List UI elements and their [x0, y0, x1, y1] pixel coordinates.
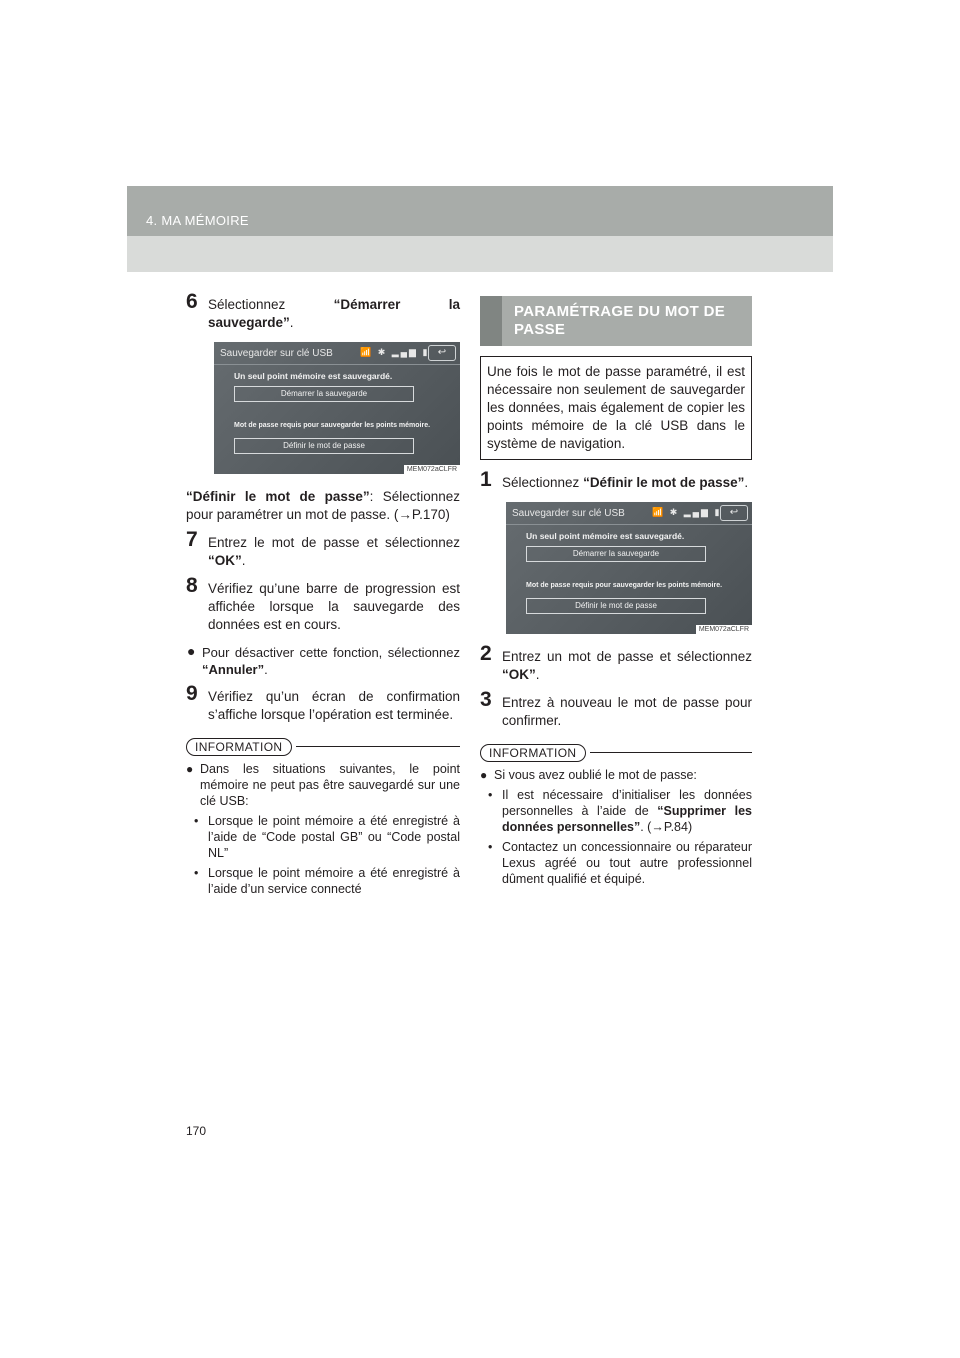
information-box [186, 738, 460, 897]
section-heading: PARAMÉTRAGE DU MOT DE PASSE [480, 296, 752, 346]
step-1: 1 Sélectionnez “Définir le mot de passe”. [480, 468, 749, 491]
step-number: 9 [186, 682, 198, 705]
step-9: 9 Vérifiez qu’un écran de confirmation s’affiche lorsque l’opération est terminée. [186, 682, 460, 722]
step-6: 6 Sélectionnez “Démarrer la sauvegarde”. [186, 290, 460, 330]
chapter-title: 4. MA MÉMOIRE [146, 213, 249, 228]
information-subitem: • Contactez un concessionnaire ou réparateur Lexus agréé ou tout autre professionnel dûment qualifié et équipé. [488, 840, 752, 886]
image-code: MEM072aCLFR [696, 625, 752, 634]
step-7: 7 Entrez le mot de passe et sélectionnez “OK”. [186, 528, 460, 568]
step-2: 2 Entrez un mot de passe et sélectionnez “OK”. [480, 642, 752, 682]
header-band [127, 186, 833, 236]
step-number: 3 [480, 688, 492, 711]
information-rule [296, 746, 460, 747]
page-number: 170 [186, 1124, 207, 1138]
button-reference: “Démarrer la sauvegarde” [208, 297, 460, 330]
step-number: 1 [480, 468, 492, 491]
screen-message: Un seul point mémoire est sauvegardé. [234, 371, 393, 381]
back-icon: ↩ [720, 505, 748, 521]
set-password-button: Définir le mot de passe [526, 598, 706, 614]
bullet-icon: ● [187, 643, 196, 659]
bullet-icon: ● [480, 768, 488, 782]
step-8: 8 Vérifiez qu’une barre de progression est affichée lorsque la sauvegarde des données est en cours. [186, 574, 460, 632]
divider [214, 364, 460, 365]
information-rule [590, 752, 752, 753]
step-3: 3 Entrez à nouveau le mot de passe pour confirmer. [480, 688, 752, 728]
left-column [186, 290, 460, 901]
information-item: ● Dans les situations suivantes, le point mémoire ne peut pas être sauvegardé sur une clé USB: [186, 762, 460, 808]
step-number: 2 [480, 642, 492, 665]
screenshot-save-usb [214, 342, 460, 474]
information-item: ● Si vous avez oublié le mot de passe: [480, 768, 697, 782]
screen-title: Sauvegarder sur clé USB [512, 508, 625, 519]
information-label: INFORMATION [186, 738, 292, 756]
define-password-note: “Définir le mot de passe”: Sélectionnez pour paramétrer un mot de passe. (→P.170) [186, 489, 460, 522]
information-label: INFORMATION [480, 744, 586, 762]
section-bar [480, 296, 502, 346]
information-box [480, 744, 752, 887]
back-icon: ↩ [428, 345, 456, 361]
divider [506, 524, 752, 525]
section-intro-box: Une fois le mot de passe paramétré, il est nécessaire non seulement de sauvegarder les données, mais également de copier les points mémoire de la clé USB dans le système de navigation. [480, 356, 752, 460]
password-message: Mot de passe requis pour sauvegarder les points mémoire. [234, 422, 431, 429]
bullet-icon: ● [186, 762, 194, 776]
header-subband [127, 236, 833, 272]
image-code: MEM072aCLFR [404, 465, 460, 474]
information-subitem: • Il est nécessaire d’initialiser les données personnelles à l’aide de “Supprimer les données personnelles”. (→P.84) [488, 788, 752, 834]
start-save-button: Démarrer la sauvegarde [234, 386, 414, 402]
right-column [480, 296, 752, 891]
screen-title: Sauvegarder sur clé USB [220, 348, 333, 359]
status-icons: 📶 ✱ ▂▄▆ ▮ [360, 347, 430, 357]
information-subitem: • Lorsque le point mémoire a été enregistré à l’aide de “Code postal GB” ou “Code postal NL” [194, 814, 460, 860]
password-message: Mot de passe requis pour sauvegarder les points mémoire. [526, 582, 723, 589]
step-number: 6 [186, 290, 198, 313]
step-number: 8 [186, 574, 198, 597]
status-icons: 📶 ✱ ▂▄▆ ▮ [652, 507, 722, 517]
bullet-cancel: ● Pour désactiver cette fonction, sélectionnez “Annuler”. [187, 643, 460, 677]
set-password-button: Définir le mot de passe [234, 438, 414, 454]
screenshot-save-usb [506, 502, 752, 634]
screen-message: Un seul point mémoire est sauvegardé. [526, 531, 685, 541]
information-subitem: • Lorsque le point mémoire a été enregistré à l’aide d’un service connecté [194, 866, 460, 896]
step-number: 7 [186, 528, 198, 551]
start-save-button: Démarrer la sauvegarde [526, 546, 706, 562]
